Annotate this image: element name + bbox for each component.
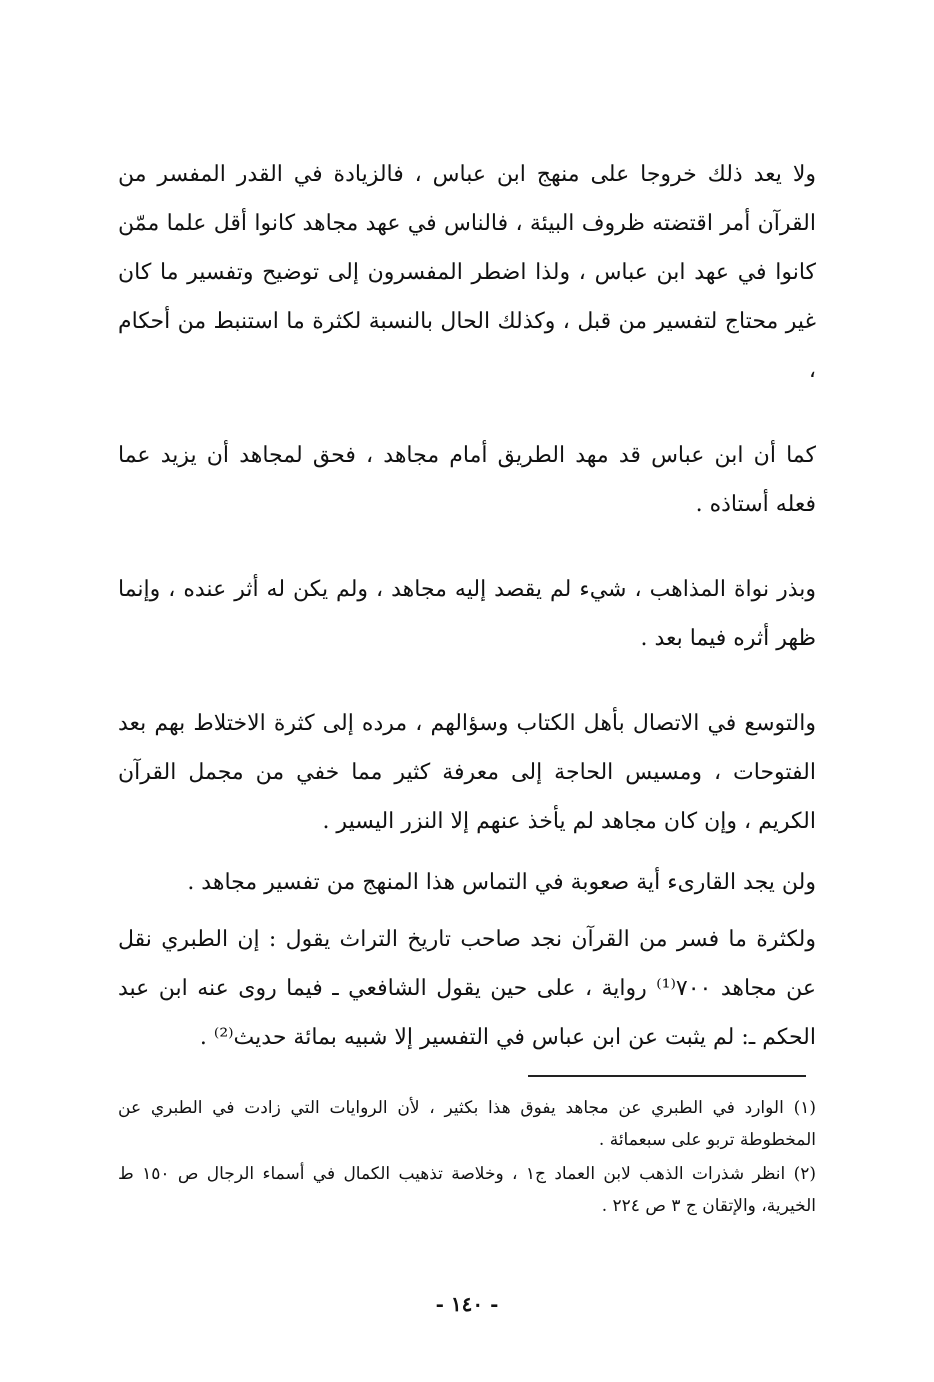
main-text bbox=[118, 150, 816, 1062]
page-number: - ١٤٠ - bbox=[435, 1292, 499, 1316]
paragraph-5: ولن يجد القارىء أية صعوبة في التماس هذا المنهج من تفسير مجاهد . bbox=[187, 870, 816, 895]
paragraph-6: ولكثرة ما فسر من القرآن نجد صاحب تاريخ التراث يقول : إن الطبري نقل عن مجاهد ٧٠٠⁽¹⁾ رواية ، على حين يقول الشافعي ـ فيما روى عنه ابن عبد الحكم ـ: لم يثبت عن ابن عباس في التفسير إلا شبيه بمائة حديث⁽²⁾ . bbox=[118, 927, 817, 1050]
paragraph-2: كما أن ابن عباس قد مهد الطريق أمام مجاهد ، فحق لمجاهد أن يزيد عما فعله أستاذه . bbox=[118, 443, 816, 517]
footnote-1: (١) الوارد في الطبري عن مجاهد يفوق هذا بكثير ، لأن الروايات التي زادت في الطبري عن المخطوطة تربو على سبعمائة . bbox=[118, 1098, 816, 1150]
paragraph-1: ولا يعد ذلك خروجا على منهج ابن عباس ، فالزيادة في القدر المفسر من القرآن أمر اقتضته ظروف البيئة ، فالناس في عهد مجاهد كانوا أقل علما ممّن كانوا في عهد ابن عباس ، ولذا اضطر المفسرون إلى توضيح وتفسير ما كان غير محتاج لتفسير من قبل ، وكذلك الحال بالنسبة لكثرة ما استنبط من أحكام ، bbox=[118, 162, 816, 383]
paragraph-3: وبذر نواة المذاهب ، شيء لم يقصد إليه مجاهد ، ولم يكن له أثر عنده ، وإنما ظهر أثره فيما بعد . bbox=[118, 577, 816, 651]
footnote-divider bbox=[528, 1075, 806, 1077]
footnotes bbox=[118, 1092, 816, 1222]
footnote-2: (٢) انظر شذرات الذهب لابن العماد ج١ ، وخلاصة تذهيب الكمال في أسماء الرجال ص ١٥٠ ط الخيرية، والإتقان ج ٣ ص ٢٢٤ . bbox=[118, 1164, 817, 1216]
paragraph-4: والتوسع في الاتصال بأهل الكتاب وسؤالهم ، مرده إلى كثرة الاختلاط بهم بعد الفتوحات ، ومسيس الحاجة إلى معرفة كثير مما خفي من مجمل القرآن الكريم ، وإن كان مجاهد لم يأخذ عنهم إلا النزر اليسير . bbox=[118, 711, 816, 834]
